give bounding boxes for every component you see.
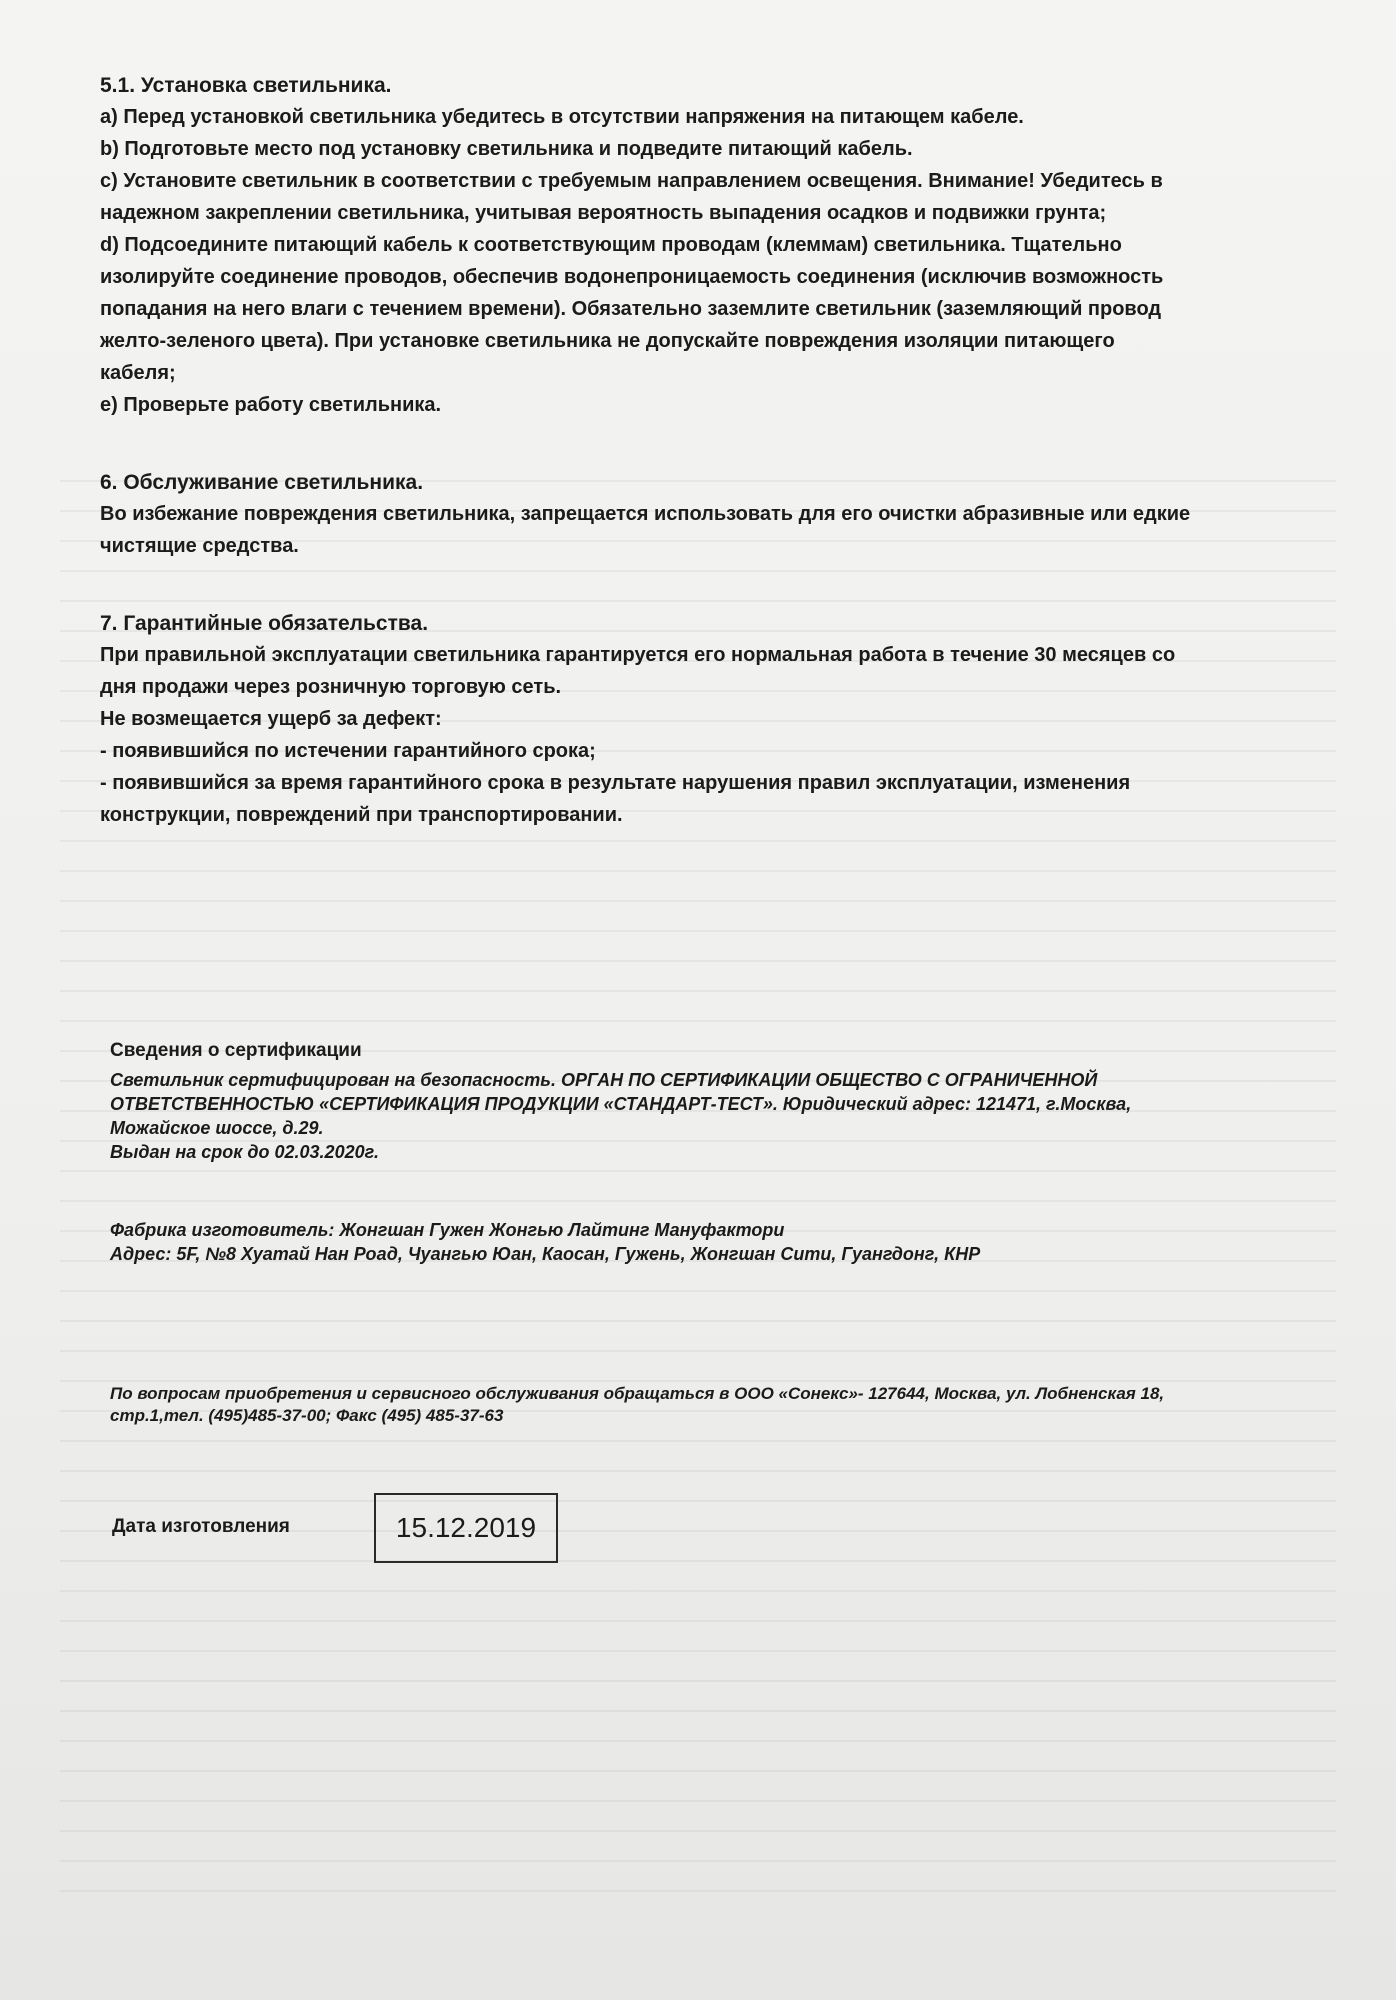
text-line: надежном закреплении светильника, учитывая вероятность выпадения осадков и подвижки грунта; — [100, 202, 1107, 224]
manufacture-date-stamp: 15.12.2019 — [374, 1493, 558, 1563]
text-line: желто-зеленого цвета). При установке светильника не допускайте повреждения изоляции питающего — [100, 330, 1115, 352]
text-line: Выдан на срок до 02.03.2020г. — [110, 1142, 379, 1162]
section-heading: 6. Обслуживание светильника. — [100, 471, 424, 494]
text-line: Светильник сертифицирован на безопасность. ОРГАН ПО СЕРТИФИКАЦИИ ОБЩЕСТВО С ОГРАНИЧЕННОЙ — [110, 1070, 1098, 1090]
section-number: 5.1. — [100, 74, 136, 97]
text-line: При правильной эксплуатации светильника гарантируется его нормальная работа в течение 30 месяцев со — [100, 644, 1176, 666]
text-line: стр.1,тел. (495)485-37-00; Факс (495) 485-37-63 — [110, 1406, 504, 1425]
text-line: Не возмещается ущерб за дефект: — [100, 708, 442, 730]
text-line: дня продажи через розничную торговую сеть. — [100, 676, 562, 698]
text-line: а) Перед установкой светильника убедитесь в отсутствии напряжения на питающем кабеле. — [100, 106, 1024, 128]
section-warranty — [100, 608, 1360, 831]
text-line: - появившийся за время гарантийного срока в результате нарушения правил эксплуатации, изменения — [100, 772, 1131, 794]
section-heading — [100, 70, 1360, 101]
text-line: b) Подготовьте место под установку светильника и подведите питающий кабель. — [100, 138, 913, 160]
text-line: d) Подсоедините питающий кабель к соответствующим проводам (клеммам) светильника. Тщательно — [100, 234, 1122, 256]
factory-info — [110, 1218, 1370, 1266]
text-line: c) Установите светильник в соответствии с требуемым направлением освещения. Внимание! Убедитесь в — [100, 170, 1163, 192]
text-line: Фабрика изготовитель: Жонгшан Гужен Жонгью Лайтинг Мануфактори — [110, 1220, 785, 1240]
manufacture-date-label: Дата изготовления — [112, 1516, 290, 1537]
text-line: конструкции, повреждений при транспортировании. — [100, 804, 623, 826]
text-line: изолируйте соединение проводов, обеспечив водонепроницаемость соединения (исключив возможность — [100, 266, 1164, 288]
text-line: По вопросам приобретения и сервисного обслуживания обращаться в ООО «Сонекс»- 127644, Москва, ул. Лобненская 18, — [110, 1384, 1165, 1403]
section-heading: 7. Гарантийные обязательства. — [100, 612, 429, 635]
text-line: чистящие средства. — [100, 535, 299, 557]
text-line: Можайское шоссе, д.29. — [110, 1118, 324, 1138]
section-title: Установка светильника. — [140, 74, 392, 97]
section-maintenance — [100, 467, 1360, 562]
text-line: - появившийся по истечении гарантийного срока; — [100, 740, 596, 762]
text-line: Во избежание повреждения светильника, запрещается использовать для его очистки абразивные или едкие — [100, 503, 1191, 525]
service-contact — [110, 1383, 1390, 1427]
text-line: ОТВЕТСТВЕННОСТЬЮ «СЕРТИФИКАЦИЯ ПРОДУКЦИИ «СТАНДАРТ-ТЕСТ». Юридический адрес: 121471, г.Москва, — [110, 1094, 1132, 1114]
certification-title: Сведения о сертификации — [110, 1040, 362, 1061]
certification-info — [110, 1068, 1370, 1164]
text-line: Адрес: 5F, №8 Хуатай Нан Роад, Чуангью Юан, Каосан, Гужень, Жонгшан Сити, Гуангдонг, КНР — [110, 1244, 981, 1264]
section-installation — [100, 70, 1360, 421]
text-line: е) Проверьте работу светильника. — [100, 394, 442, 416]
text-line: кабеля; — [100, 362, 176, 384]
text-line: попадания на него влаги с течением времени). Обязательно заземлите светильник (заземляющий провод — [100, 298, 1162, 320]
instructions-body — [100, 70, 1360, 877]
